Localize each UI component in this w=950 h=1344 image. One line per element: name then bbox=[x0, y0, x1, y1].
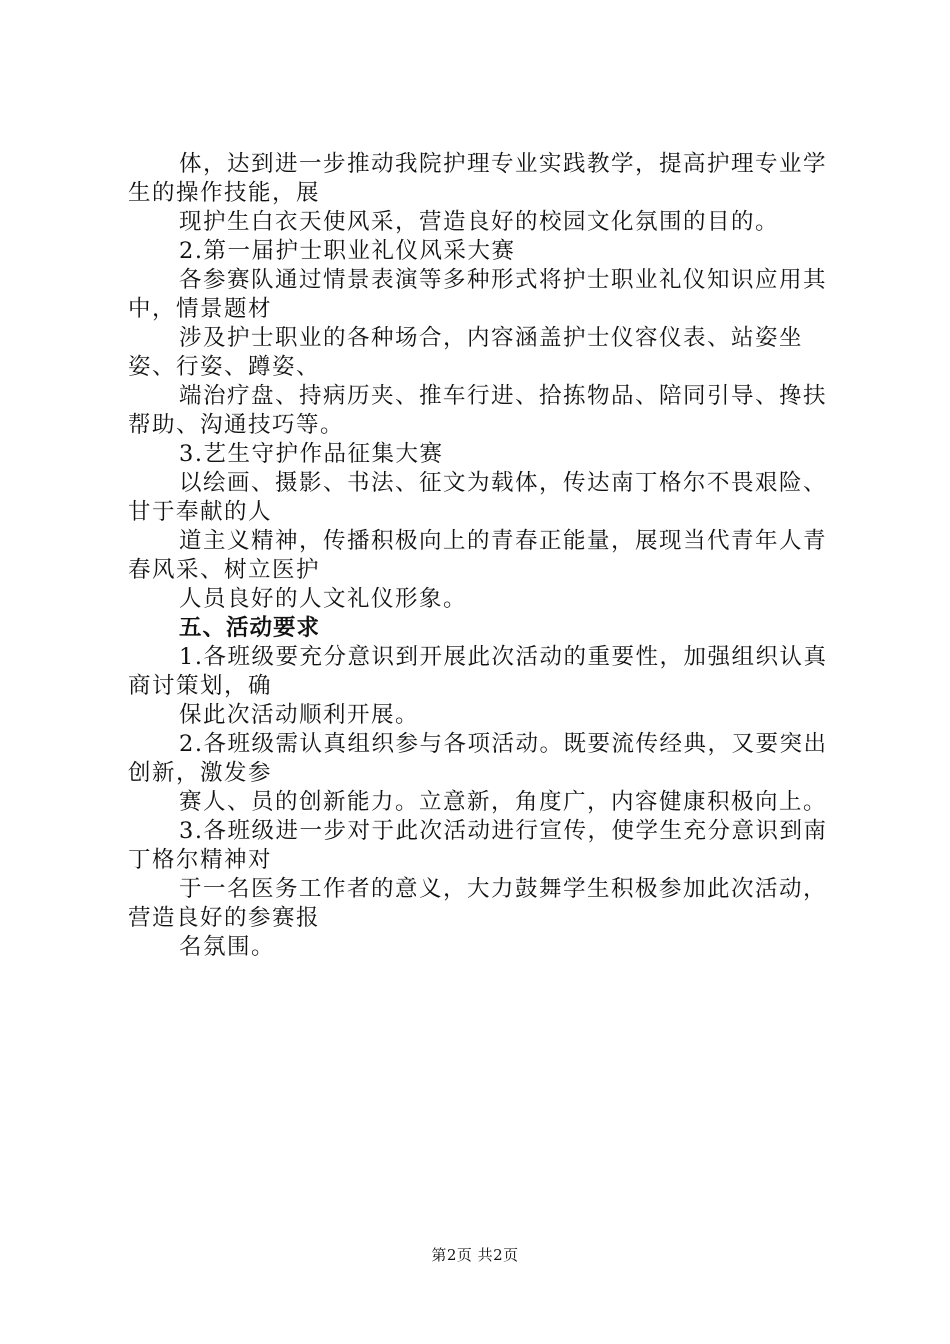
paragraph-1: 体，达到进一步推动我院护理专业实践教学，提高护理专业学生的操作技能，展 bbox=[128, 151, 828, 206]
paragraph-5: 端治疗盘、持病历夹、推车行进、拾拣物品、陪同引导、搀扶帮助、沟通技巧等。 bbox=[128, 383, 828, 438]
subheading-works-contest: 3.艺生守护作品征集大赛 bbox=[179, 441, 444, 467]
paragraph-6: 以绘画、摄影、书法、征文为载体，传达南丁格尔不畏艰险、甘于奉献的人 bbox=[128, 470, 828, 525]
subheading-etiquette-contest: 2.第一届护士职业礼仪风采大赛 bbox=[179, 238, 516, 264]
paragraph-11: 2.各班级需认真组织参与各项活动。既要流传经典，又要突出创新，激发参 bbox=[128, 731, 828, 786]
paragraph-8: 人员良好的人文礼仪形象。 bbox=[179, 586, 468, 612]
section-heading-requirements: 五、活动要求 bbox=[179, 615, 321, 641]
paragraph-9: 1.各班级要充分意识到开展此次活动的重要性，加强组织认真商讨策划，确 bbox=[128, 644, 828, 699]
paragraph-14: 于一名医务工作者的意义，大力鼓舞学生积极参加此次活动，营造良好的参赛报 bbox=[128, 876, 828, 931]
paragraph-15: 名氛围。 bbox=[179, 934, 276, 960]
page-footer: 第2页 共2页 bbox=[431, 1246, 519, 1264]
paragraph-12: 赛人、员的创新能力。立意新，角度广，内容健康积极向上。 bbox=[179, 789, 828, 815]
paragraph-4: 涉及护士职业的各种场合，内容涵盖护士仪容仪表、站姿坐姿、行姿、蹲姿、 bbox=[128, 325, 804, 380]
paragraph-10: 保此次活动顺利开展。 bbox=[179, 702, 420, 728]
paragraph-13: 3.各班级进一步对于此次活动进行宣传，使学生充分意识到南丁格尔精神对 bbox=[128, 818, 828, 873]
document-body bbox=[128, 150, 832, 962]
paragraph-7: 道主义精神，传播积极向上的青春正能量，展现当代青年人青春风采、树立医护 bbox=[128, 528, 828, 583]
paragraph-3: 各参赛队通过情景表演等多种形式将护士职业礼仪知识应用其中，情景题材 bbox=[128, 267, 828, 322]
paragraph-2: 现护生白衣天使风采，营造良好的校园文化氛围的目的。 bbox=[179, 209, 780, 235]
